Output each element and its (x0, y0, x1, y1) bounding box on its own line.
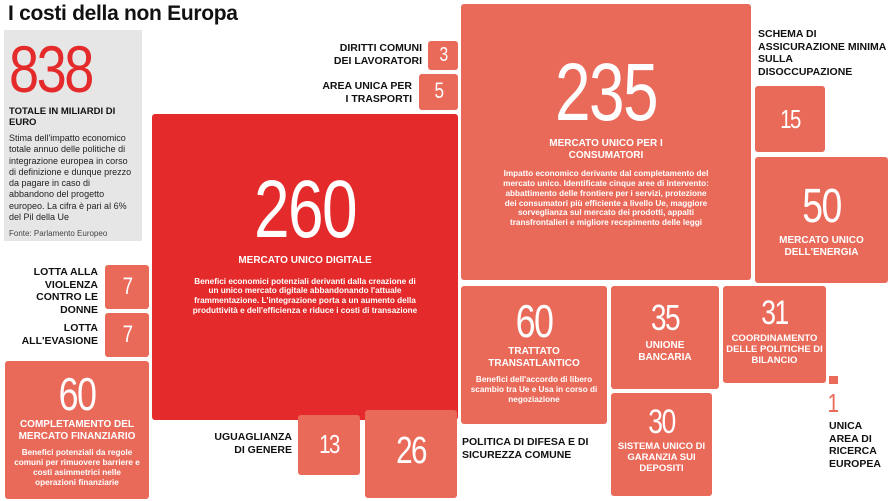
label-lotta-evasione: LOTTA ALL'EVASIONE (21, 322, 98, 347)
source-note: Fonte: Parlamento Europeo (9, 229, 108, 238)
tile-value: 35 (650, 297, 680, 338)
tile-mercato-consumatori (461, 4, 751, 280)
tile-lotta-evasione (105, 313, 149, 357)
tile-garanzia-depositi (611, 393, 712, 496)
tile-area-trasporti (419, 74, 458, 110)
tile-uguaglianza-genere (298, 415, 360, 475)
tile-mercato-energia (755, 157, 888, 283)
tile-value: 30 (648, 403, 675, 441)
label-assicurazione-disoccupazione: SCHEMA DI ASSICURAZIONE MINIMA SULLA DISOCCUPAZIONE (758, 28, 886, 78)
label-uguaglianza-genere: UGUAGLIANZA DI GENERE (214, 431, 292, 456)
page-title: I costi della non Europa (8, 2, 238, 25)
tile-value: 60 (515, 295, 553, 347)
tile-label: SISTEMA UNICO DI GARANZIA SUI DEPOSITI (617, 441, 706, 474)
tile-note: Benefici potenziali da regole comuni per rimuovere barriere e costi asimmetrici nelle operazioni finanziarie (14, 448, 140, 487)
label-violenza-donne: LOTTA ALLA VIOLENZA CONTRO LE DONNE (33, 266, 98, 316)
tile-area-ricerca (829, 376, 838, 384)
label-area-trasporti: AREA UNICA PER I TRASPORTI (322, 80, 412, 105)
tile-label: MERCATO UNICO DELL'ENERGIA (779, 235, 864, 258)
tile-value: 3 (439, 44, 447, 66)
tile-diritti-lavoratori (428, 41, 458, 70)
tile-label: COMPLETAMENTO DEL MERCATO FINANZIARIO (18, 419, 136, 442)
tile-label: COORDINAMENTO DELLE POLITICHE DI BILANCIO (726, 333, 823, 366)
total-value: 838 (9, 32, 92, 106)
tile-label: MERCATO UNICO PER I CONSUMATORI (549, 138, 663, 161)
tile-value: 31 (761, 294, 788, 332)
tile-value: 5 (434, 78, 443, 103)
tile-note: Impatto economico derivante dal completamento del mercato unico. Identificate cinque aree di intervento: abbattimento delle frontiere per i servizi, protezione dei consumatori più efficiente a livello Ue, maggiore sorveglianza sul mercato dei prodotti, appalti transfrontalieri e migliore recepimento delle leggi (503, 169, 709, 228)
tile-mercato-digitale (152, 114, 458, 420)
tile-value: 13 (319, 429, 339, 459)
tile-note: Benefici economici potenziali derivanti dalla creazione di un unico mercato digitale abbandonando l'attuale frammentazione. L'integrazione porta a un aumento della produttività e dell'efficienza e riduce i costi di transazione (192, 276, 418, 316)
tile-value: 260 (253, 164, 357, 255)
tile-value: 60 (58, 368, 96, 420)
intro-text: Stima dell'impatto economico totale annuo delle politiche di integrazione europea in corso di definizione e dunque prezzo da pagare in caso di abbandono del progetto europeo. La cifra è pari al 6% del Pil della Ue (9, 133, 132, 222)
tile-value: 235 (554, 47, 658, 138)
tile-unione-bancaria (611, 286, 719, 389)
tile-value: 50 (802, 180, 841, 233)
tile-politica-difesa (365, 410, 457, 498)
intro-panel (4, 30, 142, 241)
tile-assicurazione-disoccupazione (755, 86, 825, 152)
tile-label: TRATTATO TRANSATLANTICO (488, 346, 580, 369)
tile-value: 7 (122, 273, 132, 300)
tile-note: Benefici dell'accordo di libero scambio tra Ue e Usa in corso di negoziazione (470, 375, 598, 404)
label-area-ricerca: UNICA AREA DI RICERCA EUROPEA (829, 420, 881, 470)
label-diritti-lavoratori: DIRITTI COMUNI DEI LAVORATORI (333, 42, 422, 67)
tile-value: 15 (780, 104, 800, 134)
tile-label: MERCATO UNICO DIGITALE (238, 255, 372, 266)
tile-coordinamento-bilancio (723, 286, 826, 383)
tile-label: UNIONE BANCARIA (638, 340, 692, 363)
tile-violenza-donne (105, 265, 149, 309)
total-label: TOTALE IN MILIARDI DI EURO (9, 106, 116, 128)
value-area-ricerca: 1 (827, 388, 840, 418)
tile-trattato-transatlantico (461, 286, 607, 424)
tile-value: 26 (396, 430, 426, 472)
label-politica-difesa: POLITICA DI DIFESA E DI SICUREZZA COMUNE (462, 436, 589, 461)
tile-mercato-finanziario (5, 361, 149, 499)
tile-value: 7 (122, 321, 132, 348)
